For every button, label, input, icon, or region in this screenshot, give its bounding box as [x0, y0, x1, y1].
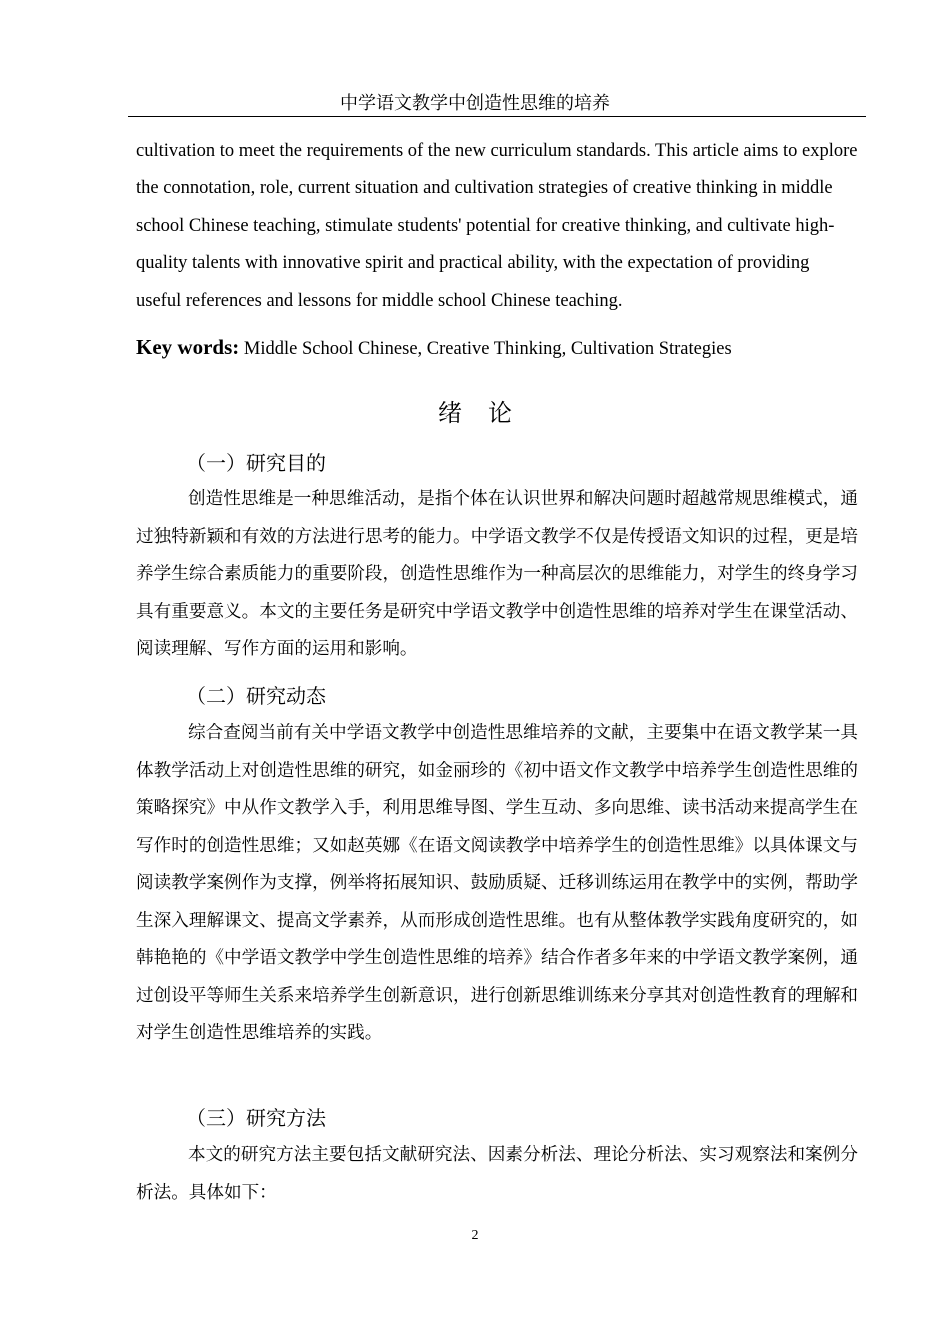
section-paragraph-methods: 本文的研究方法主要包括文献研究法、因素分析法、理论分析法、实习观察法和案例分析法。具体如下：	[136, 1145, 858, 1203]
introduction-title: 绪论	[438, 399, 538, 427]
keywords-text: Middle School Chinese, Creative Thinking, Cultivation Strategies	[243, 339, 732, 359]
abstract-text: cultivation to meet the requirements of the new curriculum standards. This article aims to explore the connotation, role, current situation and cultivation strategies of creative thinking in middle school Chinese teaching, stimulate students' potential for creative thinking, and cultivate high-quality talents with innovative spirit and practical ability, with the expectation of providing useful references and lessons for middle school Chinese teaching.	[136, 141, 858, 311]
section-heading-methods: （三）研究方法	[186, 1106, 326, 1130]
section-paragraph-status: 综合查阅当前有关中学语文教学中创造性思维培养的文献，主要集中在语文教学某一具体教学活动上对创造性思维的研究，如金丽珍的《初中语文作文教学中培养学生创造性思维的策略探究》中从作文教学入手，利用思维导图、学生互动、多向思维、读书活动来提高学生在写作时的创造性思维；又如赵英娜《在语文阅读教学中培养学生的创造性思维》以具体课文与阅读教学案例作为支撑，例举将拓展知识、鼓励质疑、迁移训练运用在教学中的实例，帮助学生深入理解课文、提高文学素养，从而形成创造性思维。也有从整体教学实践角度研究的，如韩艳艳的《中学语文教学中学生创造性思维的培养》结合作者多年来的中学语文教学案例，通过创设平等师生关系来培养学生创新意识，进行创新思维训练来分享其对创造性教育的理解和对学生创造性思维培养的实践。	[136, 723, 858, 1043]
section-heading-purpose: （一）研究目的	[186, 451, 326, 475]
section-paragraph-purpose: 创造性思维是一种思维活动，是指个体在认识世界和解决问题时超越常规思维模式，通过独特新颖和有效的方法进行思考的能力。中学语文教学不仅是传授语文知识的过程，更是培养学生综合素质能力的重要阶段，创造性思维作为一种高层次的思维能力，对学生的终身学习具有重要意义。本文的主要任务是研究中学语文教学中创造性思维的培养对学生在课堂活动、阅读理解、写作方面的运用和影响。	[136, 489, 858, 659]
keywords-label: Key words:	[136, 335, 240, 359]
running-header-title: 中学语文教学中创造性思维的培养	[340, 93, 610, 114]
keywords-line	[136, 331, 858, 365]
page-number: 2	[471, 1228, 479, 1243]
english-abstract	[136, 133, 858, 320]
header-rule	[128, 116, 866, 117]
section-heading-status: （二）研究动态	[186, 684, 326, 708]
